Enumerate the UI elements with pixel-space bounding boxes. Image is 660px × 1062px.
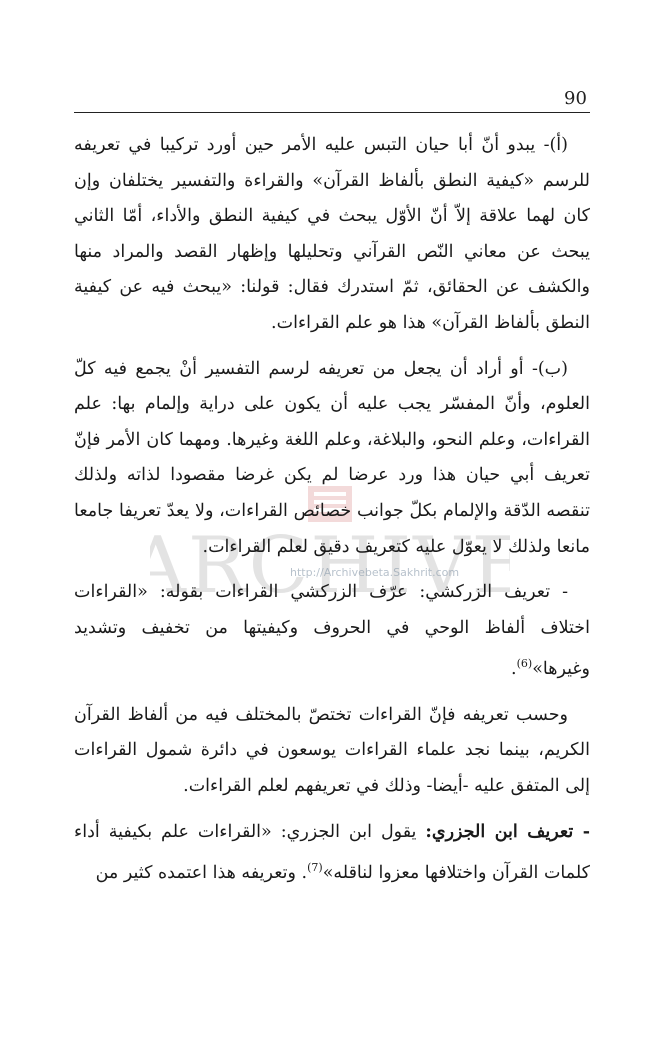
footnote-marker: (6) — [516, 657, 533, 671]
main-text — [74, 128, 590, 902]
paragraph-a — [74, 128, 590, 342]
paragraph-text-end: . وتعريفه هذا اعتمده كثير من — [95, 862, 308, 883]
paragraph-text: وحسب تعريفه فإنّ القراءات تختصّ بالمختلف فيه من ألفاظ القرآن الكريم، بينما نجد علماء القراءات يوسعون في دائرة شمول القراءات إلى المتفق عليه -أيضا- وذلك في تعريفهم لعلم القراءات. — [74, 704, 590, 796]
watermark-url: http://Archivebeta.Sakhrit.com — [290, 566, 460, 579]
paragraph-text: (ب)- أو أراد أن يجعل من تعريفه لرسم التفسير أنْ يجمع فيه كلّ العلوم، وأنّ المفسّر يجب عليه أن يكون على دراية وإلمام بها: علم القراءات، وعلم النحو، والبلاغة، وعلم اللغة وغيرها. ومهما كان الأمر فإنّ تعريف أبي حيان هذا ورد عرضا لم يكن غرضا مقصودا لذاته ولذلك تنقصه الدّقة والإلمام بكلّ جوانب خصائص القراءات، ولا يعدّ تعريفا جامعا مانعا ولذلك لا يعوّل عليه كتعريف دقيق لعلم القراءات. — [74, 358, 590, 557]
footnote-marker: (7) — [307, 861, 323, 875]
paragraph-text: (أ)- يبدو أنّ أبا حيان التبس عليه الأمر حين أورد تركيبا في تعريفه للرسم «كيفية النطق بألفاظ القرآن» والقراءة والتفسير يختلفان وإن كان لهما علاقة إلاّ أنّ الأوّل يبحث في كيفية النطق والأداء، أمّا الثاني يبحث عن معاني النّص القرآني وتحليلها وإظهار القصد والمراد منها والكشف عن الحقائق، ثمّ استدرك فقال: قولنا: «يبحث فيه عن كيفية النطق بألفاظ القرآن» هذا هو علم القراءات. — [74, 135, 590, 333]
paragraph-text: يقول ابن الجزري: «القراءات علم بكيفية أداء كلمات القرآن واختلافها معزوا لناقله» — [74, 821, 590, 883]
paragraph-b — [74, 352, 590, 566]
paragraph-zarkashi — [74, 575, 590, 688]
paragraph-text: - تعريف الزركشي: عرّف الزركشي القراءات بقوله: «القراءات اختلاف ألفاظ الوحي في الحروف وكيفيتها من تخفيف وتشديد وغيرها» — [74, 582, 590, 680]
paragraph-commentary — [74, 698, 590, 805]
svg-text:ARCHIVE: ARCHIVE — [150, 521, 510, 611]
page-number: 90 — [564, 88, 587, 109]
paragraph-ibn-jazari — [74, 815, 590, 892]
paragraph-text-end: . — [511, 659, 517, 680]
definition-heading: - تعريف ابن الجزري: — [425, 821, 590, 842]
header-rule — [74, 112, 590, 113]
